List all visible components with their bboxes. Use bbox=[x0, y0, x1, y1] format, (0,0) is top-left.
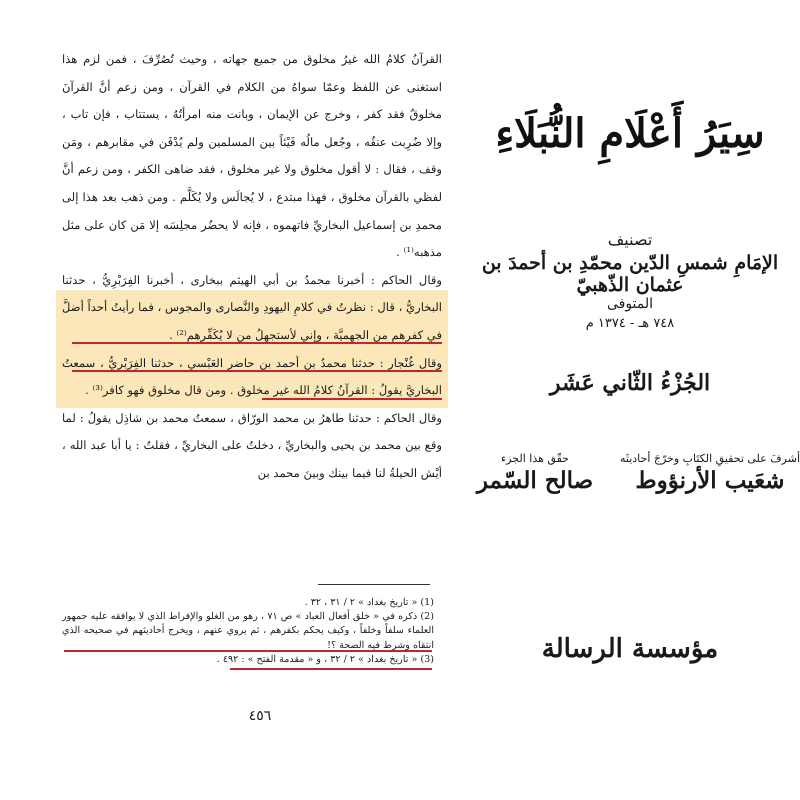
author-label: تصنيف bbox=[607, 230, 653, 249]
footnote-1: (1) « تاريخ بغداد » ٢ / ٣١ ، ٣٢ . bbox=[304, 597, 434, 608]
paragraph-2: وقال الحاكم : أخبرنا محمدُ بن أبي الهيثم ببخارى ، أخبرنا الفِرَبْرِيُّ ، حدثنا البخاريُّ ، قال : نظرتُ في كلامِ اليهودِ والنَّصارى والمجوس ، فما رأيتُ أحداً أضلَّ في كفرهم من الجهميَّة ، وإني لأستجهلُ من لا يُكَفِّرهم⁽²⁾ . bbox=[62, 272, 442, 342]
credit-supervisor-label: أشرفَ على تحقيقِ الكتَابِ وخرّجَ أحاديثَه bbox=[620, 452, 800, 465]
red-underline bbox=[72, 370, 442, 372]
credit-editor bbox=[470, 452, 600, 494]
paragraph-4: وقال الحاكم : حدثنا طاهرُ بن محمد الورّاق ، سمعتُ محمد بن شاذِل يقولُ : لما وقع بين محمد بن يحيى والبخاريِّ ، دخلتُ على البخاريِّ ، فقلتُ : يا أبا عبد الله ، أيْش الحيلةُ لنا فيما بينك وبينَ محمد بن bbox=[62, 410, 442, 480]
footnote-2: (2) ذكره في « خلق أفعال العباد » ص ٧١ ، رهو من الغلو والإفراط الذي لا يوافقه عليه جمهور العلماء سلفاً وخلفاً ، وكيف يحكم بكفرهم ، ثم يروي عنهم ، ويخرج أحاديثهم في صحيحه الذي انتقاه وشرط فيه الصحة ؟! bbox=[62, 611, 434, 651]
paragraph-1: القرآنُ كلامُ الله غيرُ مخلوق من جميع جهاته ، وحيث تُصُرِّفَ ، فمن لزم هذا استغنى عن اللفظ وعمّا سواهُ من الكلام في القرآن ، ومن زعم أنَّ القرآنَ مخلوقٌ فقد كفر ، وخرج عن الإيمان ، وبانت منه امرأتُهُ ، يستتاب ، فإن تاب ، وإلا ضُرِبت عنقُه ، وجُعل مالُه فَيْئاً بين المسلمين ولم يُدْفَن في مقابرهم ، ومَن وقف ، فقال : لا أقول مخلوق ولا غير مخلوق ، فقد ضاهى الكفر ، ومن زعم أنَّ لفظي بالقرآن مخلوق ، فهذا مبتدع ، لا يُجالَس ولا يُكَلَّم . ومن ذهب بعد هذا إلى محمدِ بن إسماعيل البخاريِّ فاتهموه ، فإنه لا يحضُر مجلِسَه إلا مَن كان على مثل مذهبه⁽¹⁾ . bbox=[62, 52, 442, 260]
died-label: المتوفى bbox=[606, 296, 654, 312]
red-underline bbox=[262, 398, 442, 400]
title-page bbox=[460, 0, 800, 800]
credit-editor-label: حقّق هذا الجزء bbox=[501, 452, 569, 465]
credit-supervisor-name: شعَيب الأرنؤوط bbox=[635, 467, 785, 494]
footnotes bbox=[62, 596, 434, 667]
page-number: ٤٥٦ bbox=[248, 708, 272, 724]
credit-supervisor bbox=[620, 452, 800, 494]
author-name: الإمَامِ شمسِ الدّين محمّدِ بن أحمدَ بن عثمان الذّهبيّ bbox=[481, 252, 779, 296]
red-underline bbox=[72, 342, 442, 344]
died-dates: ٧٤٨ هـ - ١٣٧٤ م bbox=[585, 316, 675, 331]
red-underline bbox=[230, 668, 432, 670]
volume-label: الجُزْءُ الثّاني عَشَر bbox=[549, 370, 711, 396]
footnote-divider bbox=[318, 584, 430, 585]
paragraph-3: وقال غُنْجار : حدثنا محمدُ بن أحمد بن حاضر العَبْسي ، حدثنا الفِرَبْرِيُّ ، سمعتُ البخاريَّ يقولُ : القرآنُ كلامُ الله غير مخلوق . ومن قال مخلوق فهو كافر⁽³⁾ . bbox=[62, 355, 442, 398]
publisher-name: مؤسسة الرسالة bbox=[541, 634, 719, 664]
credit-editor-name: صالح السّمر bbox=[476, 467, 594, 494]
footnote-3: (3) « تاريخ بغداد » ٢ / ٣٢ ، و « مقدمة الفتح » : ٤٩٢ . bbox=[216, 653, 434, 665]
main-text bbox=[62, 46, 442, 488]
book-title: سِيَرُ أَعْلَامِ النُّبَلَاءِ bbox=[495, 110, 765, 157]
